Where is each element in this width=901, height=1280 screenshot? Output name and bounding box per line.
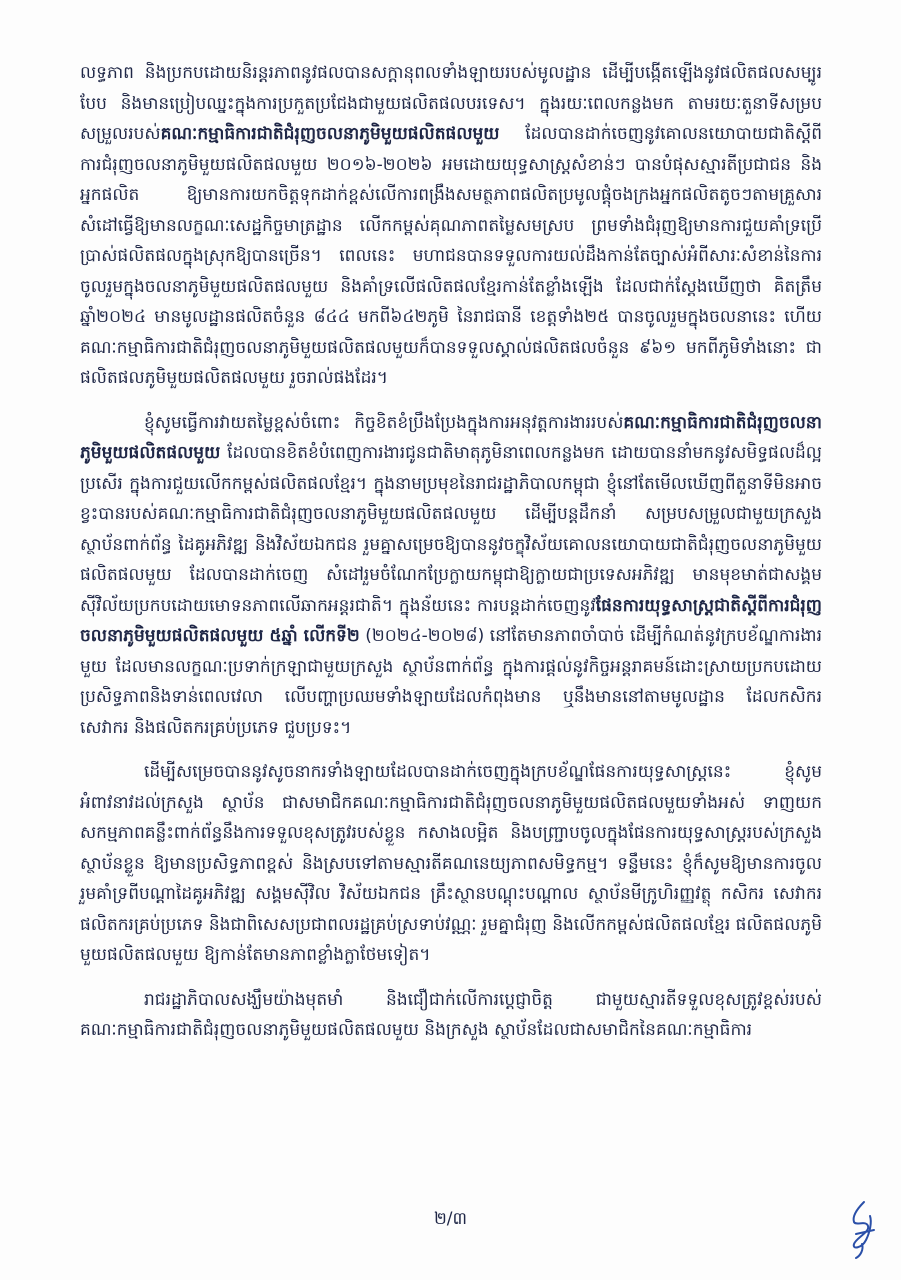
text-run: រាជរដ្ឋាភិបាលសង្ឃឹមយ៉ាងមុតមាំ និងជឿជាក់លើការប្តេជ្ញាចិត្ត ជាមួយស្មារតីទទួលខុសត្រូវខ្ពស់របស់គណៈកម្មាធិការជាតិជំរុញចលនាភូមិមួយផលិតផលមួយ និងក្រសួង ស្ថាប័នដែលជាសមាជិកនៃគណៈកម្មាធិការ	[80, 989, 822, 1040]
text-run: ដែលបានខិតខំបំពេញការងារជូនជាតិមាតុភូមិនាពេលកន្លងមក ដោយបាននាំមកនូវសមិទ្ធផលដ៏ល្អប្រសើរ ក្នុងការជួយលើកកម្ពស់ផលិតផលខ្មែរ។ ក្នុងនាមប្រមុខនៃរាជរដ្ឋាភិបាលកម្ពុជា ខ្ញុំនៅតែមើលឃើញពីតួនាទីមិនអាចខ្វះបានរបស់គណៈកម្មាធិការជាតិជំរុញចលនាភូមិមួយផលិតផលមួយ ដើម្បីបន្តដឹកនាំ សម្របសម្រួលជាមួយក្រសួង ស្ថាប័នពាក់ព័ន្ធ ដៃគូអភិវឌ្ឍ និងវិស័យឯកជន រួមគ្នាសម្រេចឱ្យបាននូវចក្ខុវិស័យគោលនយោបាយជាតិជំរុញចលនាភូមិមួយផលិតផលមួយ ដែលបានដាក់ចេញ សំដៅរួមចំណែកប្រែក្លាយកម្ពុជាឱ្យក្លាយជាប្រទេសអភិវឌ្ឍ មានមុខមាត់ជាសង្គមស៊ីវិល័យប្រកបដោយមោទនភាពលើឆាកអន្តរជាតិ។ ក្នុងន័យនេះ ការបន្តដាក់ចេញនូវ	[80, 443, 822, 616]
bold-text-run: គណៈកម្មាធិការជាតិជំរុញចលនាភូមិមួយផលិតផលមួយ	[80, 412, 822, 463]
paragraph-3	[80, 757, 822, 971]
bold-text-run: គណៈកម្មាធិការជាតិជំរុញចលនាភូមិមួយផលិតផលមួយ	[160, 124, 500, 144]
paragraph-2	[80, 408, 822, 744]
page-number: ២/៣	[433, 1209, 468, 1229]
document-body	[80, 58, 822, 1060]
text-run: ដែលបានដាក់ចេញនូវគោលនយោបាយជាតិស្តីពីការជំរុញចលនាភូមិមួយផលិតផលមួយ ២០១៦-២០២៦ អមដោយយុទ្ធសាស្ត្រសំខាន់ៗ បានបំផុសស្មារតីប្រជាជន និងអ្នកផលិត ឱ្យមានការយកចិត្តទុកដាក់ខ្ពស់លើការពង្រឹងសមត្ថភាពផលិតប្រមូលផ្តុំចងក្រងអ្នកផលិតតូចៗតាមគ្រួសារ សំដៅធ្វើឱ្យមានលក្ខណៈសេដ្ឋកិច្ចមាត្រដ្ឋាន លើកកម្ពស់គុណភាពតម្លៃសមស្រប ព្រមទាំងជំរុញឱ្យមានការជួយគាំទ្រប្រើប្រាស់ផលិតផលក្នុងស្រុកឱ្យបានច្រើន។ ពេលនេះ មហាជនបានទទួលការយល់ដឹងកាន់តែច្បាស់អំពីសារៈសំខាន់នៃការចូលរួមក្នុងចលនាភូមិមួយផលិតផលមួយ និងគាំទ្រលើផលិតផលខ្មែរកាន់តែខ្លាំងឡើង ដែលជាក់ស្តែងឃើញថា គិតត្រឹមឆ្នាំ២០២៤ មានមូលដ្ឋានផលិតចំនួន ៨៤៤ មកពី៦៤២ភូមិ នៃរាជធានី ខេត្តទាំង២៥ បានចូលរួមក្នុងចលនានេះ ហើយគណៈកម្មាធិការជាតិជំរុញចលនាភូមិមួយផលិតផលមួយក៏បានទទួលស្គាល់ផលិតផលចំនួន ៩៦១ មកពីភូមិទាំងនោះ ជាផលិតផលភូមិមួយផលិតផលមួយ រួចរាល់ផងដែរ។	[80, 124, 822, 388]
text-run: ខ្ញុំសូមធ្វើការវាយតម្លៃខ្ពស់ចំពោះ កិច្ចខិតខំប្រឹងប្រែងក្នុងការអនុវត្តការងាររបស់	[144, 412, 624, 433]
paragraph-4	[80, 985, 822, 1046]
bold-text-run: ផែនការយុទ្ធសាស្ត្រជាតិស្តីពីការជំរុញចលនាភូមិមួយផលិតផលមួយ ៥ឆ្នាំ លើកទី២	[80, 595, 822, 646]
text-run: លទ្ធភាព និងប្រកបដោយនិរន្តរភាពនូវផលបានសក្តានុពលទាំងឡាយរបស់មូលដ្ឋាន ដើម្បីបង្កើតឡើងនូវផលិតផលសម្បូរបែប និងមានប្រៀបឈ្នះក្នុងការប្រកួតប្រជែងជាមួយផលិតផលបរទេស។ ក្នុងរយៈពេលកន្លងមក តាមរយៈតួនាទីសម្របសម្រួលរបស់	[80, 63, 822, 144]
text-run: ដើម្បីសម្រេចបាននូវសូចនាករទាំងឡាយដែលបានដាក់ចេញក្នុងក្របខ័ណ្ឌផែនការយុទ្ធសាស្ត្រនេះ ខ្ញុំសូមអំពាវនាវដល់ក្រសួង ស្ថាប័ន ជាសមាជិកគណៈកម្មាធិការជាតិជំរុញចលនាភូមិមួយផលិតផលមួយទាំងអស់ ទាញយកសកម្មភាពគន្លឹះពាក់ព័ន្ធនឹងការទទួលខុសត្រូវរបស់ខ្លួន កសាងលម្អិត និងបញ្ជ្រាបចូលក្នុងផែនការយុទ្ធសាស្ត្ររបស់ក្រសួង ស្ថាប័នខ្លួន ឱ្យមានប្រសិទ្ធភាពខ្ពស់ និងស្របទៅតាមស្មារតីគណនេយ្យភាពសមិទ្ធកម្ម។ ទន្ទឹមនេះ ខ្ញុំក៏សូមឱ្យមានការចូលរួមគាំទ្រពីបណ្តាដៃគូអភិវឌ្ឍ សង្គមស៊ីវិល វិស័យឯកជន គ្រឹះស្ថានបណ្តុះបណ្តាល ស្ថាប័នមីក្រូហិរញ្ញវត្ថុ កសិករ សេវាករ ផលិតករគ្រប់ប្រភេទ និងជាពិសេសប្រជាពលរដ្ឋគ្រប់ស្រទាប់វណ្ណៈ រួមគ្នាជំរុញ និងលើកកម្ពស់ផលិតផលខ្មែរ ផលិតផលភូមិមួយផលិតផលមួយ ឱ្យកាន់តែមានភាពខ្លាំងក្លាថែមទៀត។	[80, 762, 822, 965]
signature-initial-icon	[842, 1198, 882, 1260]
paragraph-1	[80, 58, 822, 394]
text-run: (២០២៤-២០២៨) នៅតែមានភាពចាំបាច់ ដើម្បីកំណត់នូវក្របខ័ណ្ឌការងារមួយ ដែលមានលក្ខណៈប្រទាក់ក្រឡាជាមួយក្រសួង ស្ថាប័នពាក់ព័ន្ធ ក្នុងការផ្តល់នូវកិច្ចអន្តរាគមន៍ដោះស្រាយប្រកបដោយប្រសិទ្ធភាពនិងទាន់ពេលវេលា លើបញ្ហាប្រឈមទាំងឡាយដែលកំពុងមាន ឬនឹងមាននៅតាមមូលដ្ឋាន ដែលកសិករ សេវាករ និងផលិតករគ្រប់ប្រភេទ ជួបប្រទះ។	[80, 626, 822, 738]
